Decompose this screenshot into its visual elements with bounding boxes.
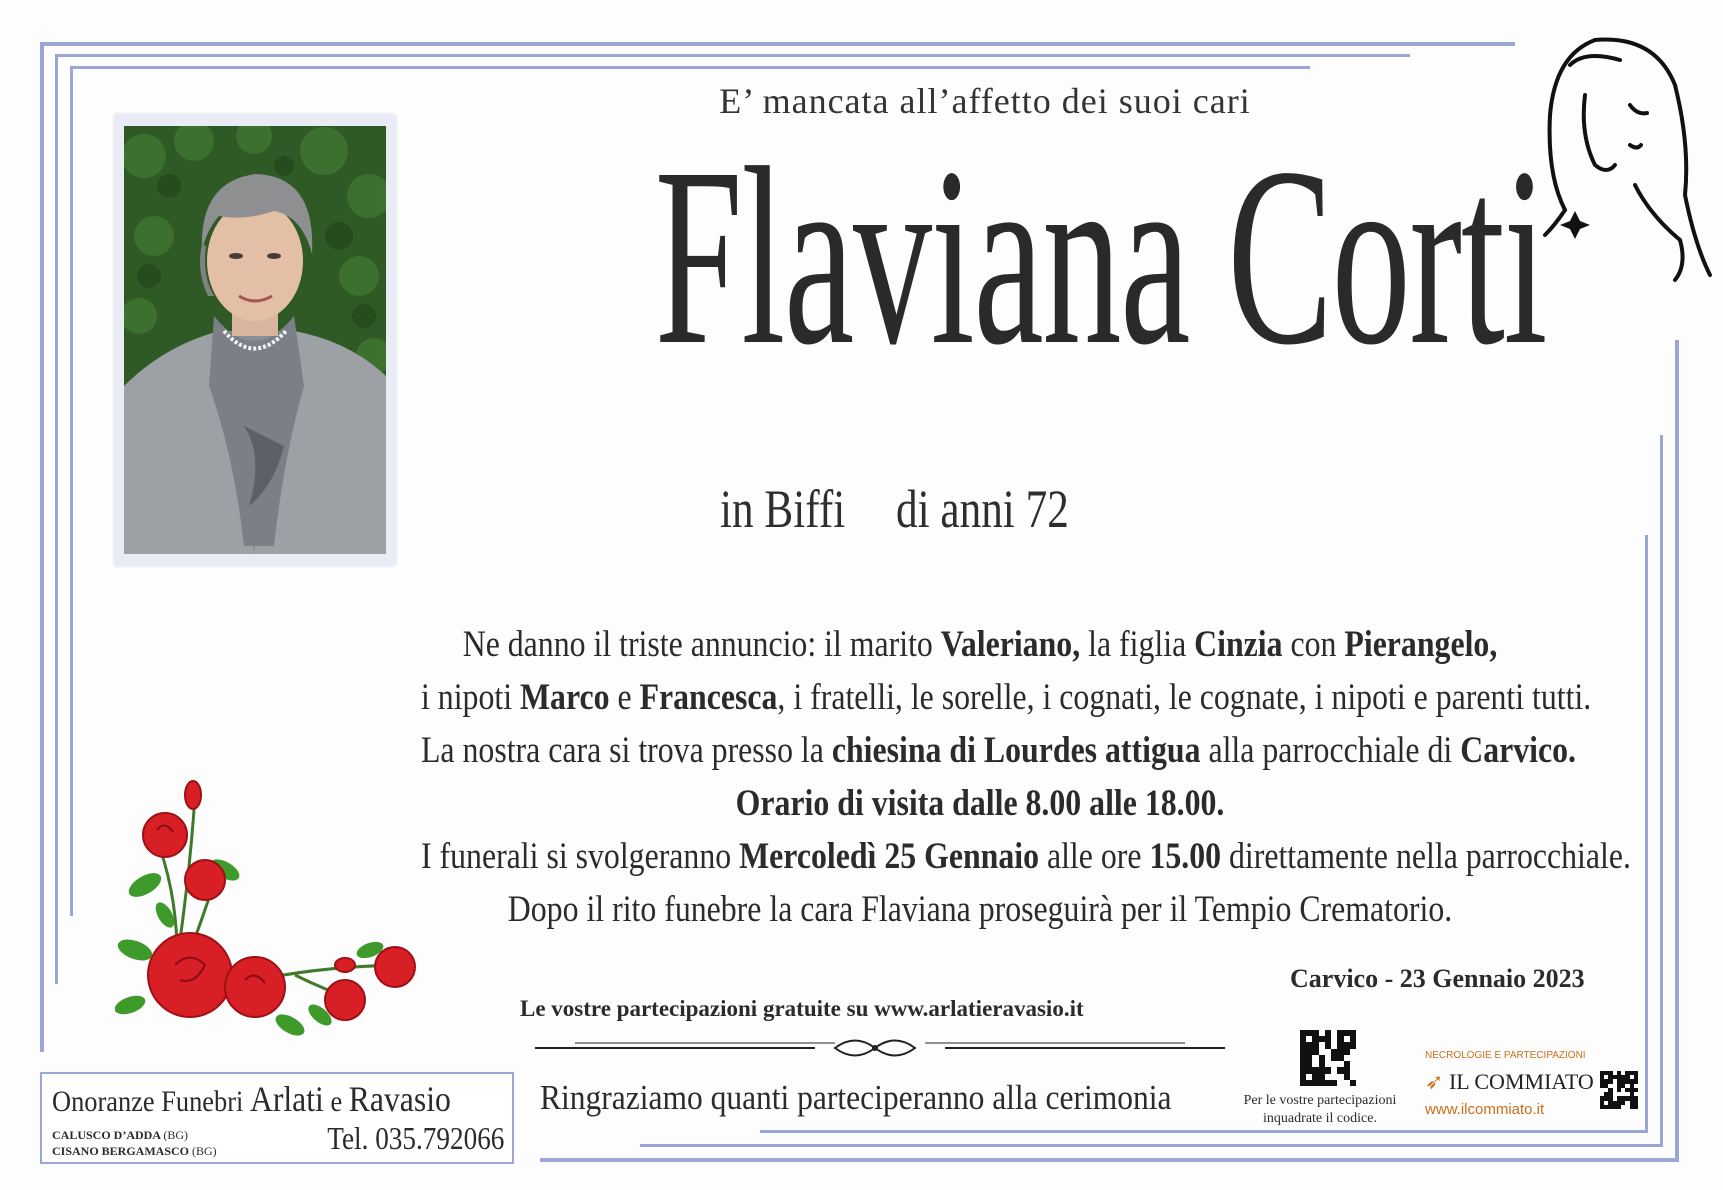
announcement-line xyxy=(421,671,1592,724)
ornament-divider xyxy=(535,1033,1225,1063)
married-name: in Biffi xyxy=(720,479,846,539)
fh-name-2: Ravasio xyxy=(348,1079,451,1119)
fh-telephone[interactable]: Tel. 035.792066 xyxy=(326,1120,504,1156)
announcement-bold-text: 15.00 xyxy=(1149,836,1222,877)
announcement-bold-text: Pierangelo, xyxy=(1344,624,1498,665)
frame-line-bottom-2 xyxy=(640,1144,1663,1147)
frame-line-right-3 xyxy=(1645,535,1648,1130)
announcement-text: i nipoti xyxy=(421,677,521,718)
announcement-text: I funerali si svolgeranno xyxy=(421,836,740,877)
intro-text: E’ mancata all’affetto dei suoi cari xyxy=(719,81,1251,121)
announcement-text: Dopo il rito funebre la cara Flaviana proseguirà per il Tempio Crematorio. xyxy=(507,889,1453,930)
funeral-home-box xyxy=(40,1072,514,1164)
announcement-bold-text: Francesca xyxy=(639,677,778,718)
fh-loc-1-prov: (BG) xyxy=(163,1128,189,1142)
announcement-line xyxy=(421,830,1631,883)
frame-line-left-3 xyxy=(70,66,73,916)
qr-code-partecipazioni[interactable] xyxy=(1300,1030,1356,1086)
qr-note-line-1: Per le vostre partecipazioni xyxy=(1243,1093,1397,1108)
commiato-bird-icon: ➶ xyxy=(1425,1069,1444,1094)
fh-location-2 xyxy=(52,1144,217,1159)
announcement-bold-text: Mercoledì 25 Gennaio xyxy=(739,836,1040,877)
frame-line-left-1 xyxy=(40,42,44,1052)
frame-line-top-1 xyxy=(40,42,1515,46)
announcement-body xyxy=(330,618,1630,936)
age: di anni 72 xyxy=(896,479,1069,539)
announcement-bold-text: Carvico. xyxy=(1460,730,1576,771)
announcement-text: La nostra cara si trova presso la xyxy=(421,730,832,771)
commiato-logo-text: IL COMMIATO xyxy=(1448,1069,1594,1094)
commiato-tagline: NECROLOGIE E PARTECIPAZIONI xyxy=(1425,1050,1586,1061)
announcement-bold-text: chiesina di Lourdes attigua xyxy=(831,730,1201,771)
announcement-bold-text: Orario di visita dalle 8.00 alle 18.00. xyxy=(735,783,1225,824)
roses-decoration xyxy=(115,775,435,1045)
announcement-line xyxy=(421,883,1539,936)
fh-loc-1-name: CALUSCO D’ADDA xyxy=(52,1128,161,1142)
qr-note-line-2: inquadrate il codice. xyxy=(1263,1111,1377,1126)
announcement-line xyxy=(421,724,1576,777)
participation-note: Le vostre partecipazioni gratuite su www.arlatieravasio.it xyxy=(520,996,1084,1021)
announcement-text: , i fratelli, le sorelle, i cognati, le cognate, i nipoti e parenti tutti. xyxy=(777,677,1592,718)
announcement-text: con xyxy=(1282,624,1345,665)
announcement-text: direttamente nella parrocchiale. xyxy=(1221,836,1631,877)
madonna-sketch xyxy=(1525,25,1715,285)
portrait-photo xyxy=(124,126,386,554)
announcement-bold-text: Marco xyxy=(520,677,610,718)
commiato-logo xyxy=(1425,1069,1605,1095)
announcement-line xyxy=(421,618,1539,671)
frame-line-top-3 xyxy=(70,66,1310,69)
frame-line-left-2 xyxy=(55,54,58,984)
fh-and: e xyxy=(323,1085,349,1118)
announcement-text: alle ore xyxy=(1039,836,1150,877)
frame-line-right-1 xyxy=(1675,340,1679,1160)
qr-code-commiato[interactable] xyxy=(1600,1071,1638,1109)
frame-line-right-2 xyxy=(1660,435,1663,1145)
announcement-text: e xyxy=(609,677,640,718)
announcement-line xyxy=(421,777,1539,830)
subline xyxy=(720,478,1200,540)
qr-module xyxy=(1634,1105,1638,1109)
thanks-text: Ringraziamo quanti parteciperanno alla cerimonia xyxy=(540,1078,1172,1117)
announcement-bold-text: Cinzia xyxy=(1194,624,1283,665)
qr-note xyxy=(1225,1092,1415,1128)
fh-name-1: Arlati xyxy=(249,1079,324,1119)
fh-location-1 xyxy=(52,1128,188,1143)
ilcommiato-badge[interactable] xyxy=(1425,1050,1605,1118)
funeral-home-name xyxy=(52,1078,451,1120)
frame-line-bottom-3 xyxy=(760,1130,1648,1133)
qr-module xyxy=(1350,1080,1356,1086)
portrait-photo-frame xyxy=(115,115,395,565)
frame-line-top-2 xyxy=(55,54,1410,57)
frame-line-bottom-1 xyxy=(540,1158,1679,1162)
place-date: Carvico - 23 Gennaio 2023 xyxy=(1290,964,1585,993)
announcement-bold-text: Valeriano, xyxy=(940,624,1081,665)
fh-loc-2-prov: (BG) xyxy=(192,1144,217,1158)
fh-loc-2-name: CISANO BERGAMASCO xyxy=(52,1144,190,1158)
announcement-text: Ne danno il triste annuncio: il marito xyxy=(462,624,941,665)
announcement-text: alla parrocchiale di xyxy=(1200,730,1461,771)
fh-prefix: Onoranze Funebri xyxy=(52,1085,250,1118)
announcement-text: la figlia xyxy=(1080,624,1195,665)
deceased-name: Flaviana Corti xyxy=(654,116,1547,398)
commiato-url[interactable]: www.ilcommiato.it xyxy=(1425,1101,1545,1118)
